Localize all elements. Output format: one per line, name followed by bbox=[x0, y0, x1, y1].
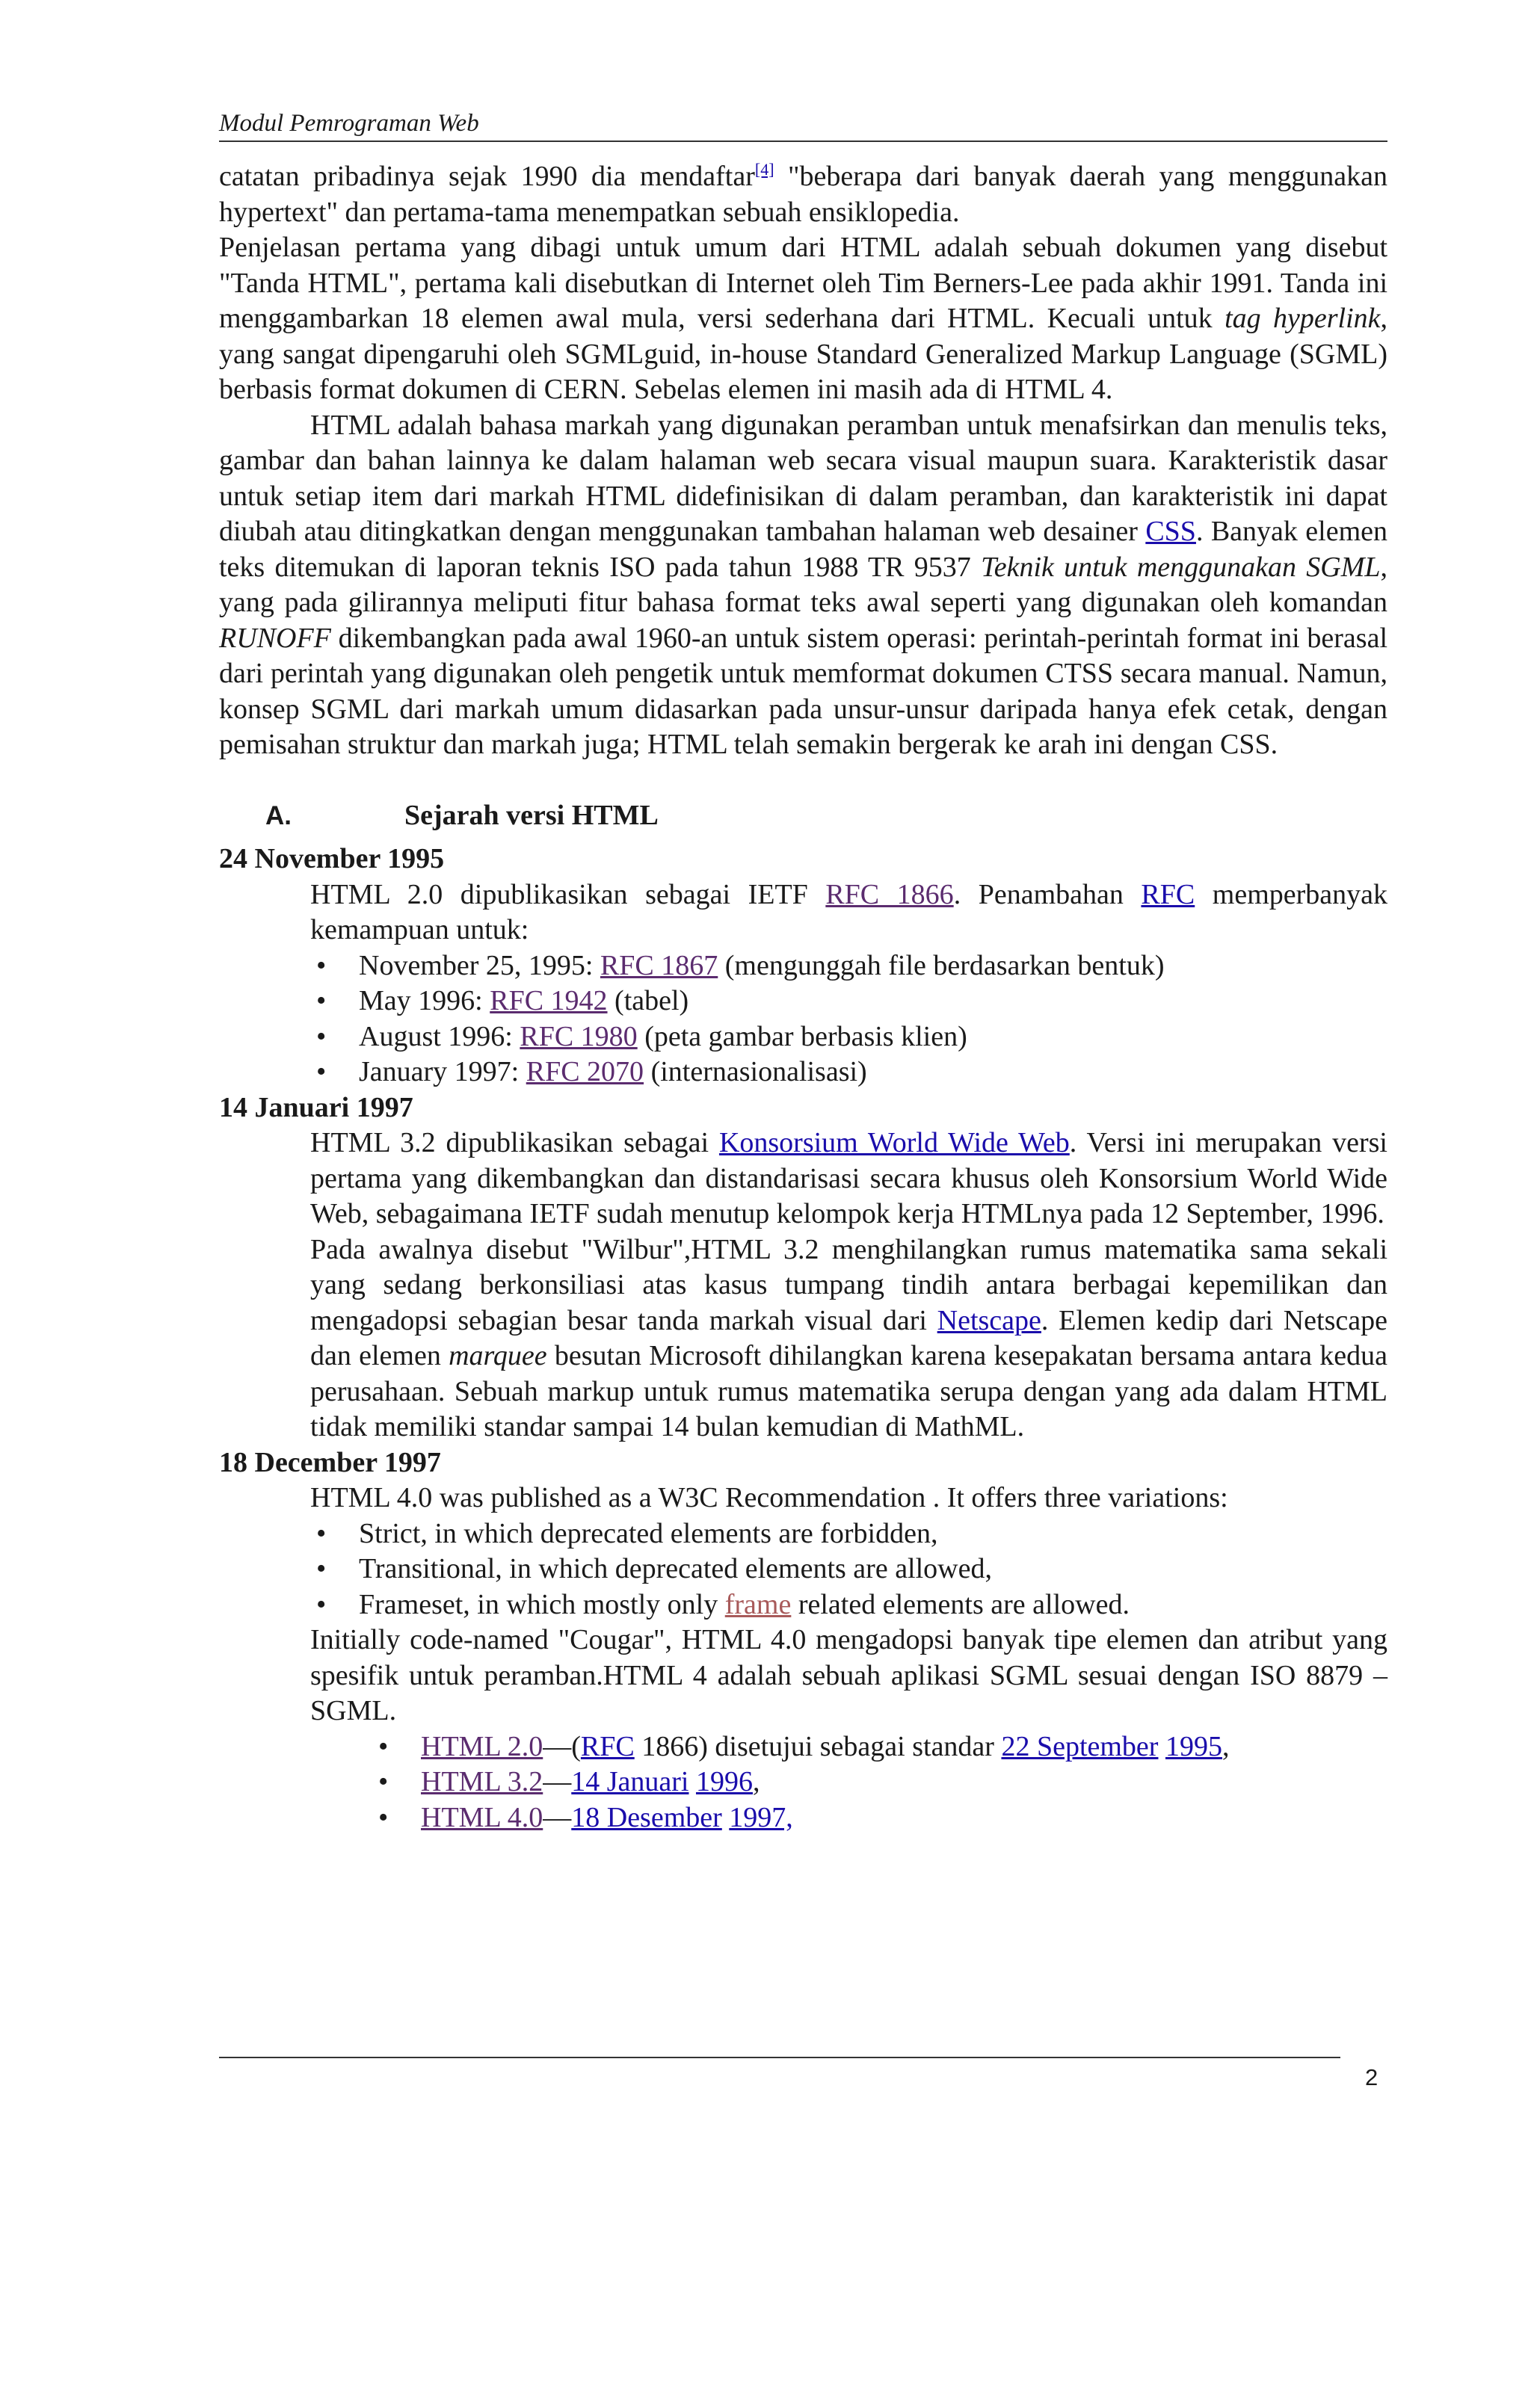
version-list bbox=[372, 1729, 1387, 1836]
date-heading-1997-dec: 18 December 1997 bbox=[219, 1446, 441, 1478]
entry-html-3-2 bbox=[310, 1126, 1387, 1445]
list-item: • HTML 3.2—14 Januari 1996, bbox=[372, 1765, 1387, 1800]
link-html-3-2[interactable]: HTML 3.2 bbox=[421, 1766, 543, 1797]
section-title: Sejarah versi HTML bbox=[404, 799, 659, 831]
link-netscape[interactable]: Netscape bbox=[937, 1304, 1041, 1336]
entry-html-2-text: HTML 2.0 dipublikasikan sebagai IETF RFC 1866. Penambahan RFC memperbanyak kemampuan untuk: bbox=[310, 878, 1388, 945]
section-heading bbox=[219, 798, 1387, 834]
link-html-2-0[interactable]: HTML 2.0 bbox=[421, 1730, 543, 1762]
link-1995[interactable]: 1995 bbox=[1165, 1730, 1222, 1762]
list-item: • Transitional, in which deprecated elements are allowed, bbox=[310, 1552, 1387, 1587]
list-item: • Frameset, in which mostly only frame related elements are allowed. bbox=[310, 1587, 1387, 1623]
link-frame[interactable]: frame bbox=[724, 1588, 792, 1620]
list-item: • HTML 2.0—(RFC 1866) disetujui sebagai standar 22 September 1995, bbox=[372, 1729, 1387, 1765]
paragraph-intro-1: catatan pribadinya sejak 1990 dia mendaftar[4] "beberapa dari banyak daerah yang menggunakan hypertext" dan pertama-tama menempatkan sebuah ensiklopedia. bbox=[219, 160, 1387, 228]
link-rfc-1867[interactable]: RFC 1867 bbox=[600, 949, 718, 981]
link-18-desember[interactable]: 18 Desember bbox=[571, 1801, 722, 1833]
section-letter: A. bbox=[265, 800, 292, 830]
list-item: • August 1996: RFC 1980 (peta gambar berbasis klien) bbox=[310, 1019, 1387, 1055]
link-w3c[interactable]: Konsorsium World Wide Web bbox=[718, 1127, 1070, 1158]
link-22-september[interactable]: 22 September bbox=[1001, 1730, 1159, 1762]
paragraph-intro-2: Penjelasan pertama yang dibagi untuk umum dari HTML adalah sebuah dokumen yang disebut "Tanda HTML", pertama kali disebutkan di Internet oleh Tim Berners-Lee pada akhir 1991. Tanda ini menggambarkan 18 elemen awal mula, versi sederhana dari HTML. Kecuali untuk tag hyperlink, yang sangat dipengaruhi oleh SGMLguid, in-house Standard Generalized Markup Language (SGML) berbasis format dokumen di CERN. Sebelas elemen ini masih ada di HTML 4. bbox=[219, 232, 1388, 405]
link-html-4-0[interactable]: HTML 4.0 bbox=[421, 1801, 543, 1833]
link-rfc-2070[interactable]: RFC 2070 bbox=[526, 1056, 644, 1087]
entry-html-3-2-text: HTML 3.2 dipublikasikan sebagai Konsorsium World Wide Web. Versi ini merupakan versi pertama yang dikembangkan dan distandarisasi secara khusus oleh Konsorsium World Wide Web, sebagaimana IETF sudah menutup kelompok kerja HTMLnya pada 12 September, 1996. bbox=[310, 1127, 1387, 1229]
entry-html-4-cougar: Initially code-named "Cougar", HTML 4.0 mengadopsi banyak tipe elemen dan atribut yang spesifik untuk peramban.HTML 4 adalah sebuah aplikasi SGML sesuai dengan ISO 8879 – SGML. bbox=[310, 1624, 1387, 1726]
link-14-januari[interactable]: 14 Januari bbox=[571, 1766, 689, 1797]
link-rfc-1942[interactable]: RFC 1942 bbox=[490, 985, 608, 1016]
list-item: • HTML 4.0—18 Desember 1997, bbox=[372, 1800, 1387, 1836]
link-rfc-1980[interactable]: RFC 1980 bbox=[520, 1020, 638, 1052]
footnote-ref-4[interactable]: [4] bbox=[754, 160, 774, 179]
entry-html-2 bbox=[310, 877, 1387, 1090]
page-number: 2 bbox=[1365, 2064, 1378, 2090]
running-header: Modul Pemrograman Web bbox=[219, 109, 1387, 142]
rfc-list bbox=[310, 948, 1387, 1090]
entry-html-4-intro: HTML 4.0 was published as a W3C Recommendation . It offers three variations: bbox=[310, 1482, 1228, 1513]
link-1997[interactable]: 1997, bbox=[729, 1801, 793, 1833]
variations-list bbox=[310, 1516, 1387, 1623]
list-item: • January 1997: RFC 2070 (internasionalisasi) bbox=[310, 1055, 1387, 1090]
paragraph-intro-3: HTML adalah bahasa markah yang digunakan peramban untuk menafsirkan dan menulis teks, gambar dan bahan lainnya ke dalam halaman web secara visual maupun suara. Karakteristik dasar untuk setiap item dari markah HTML didefinisikan di dalam peramban, dan karakteristik ini dapat diubah atau ditingkatkan dengan menggunakan tambahan halaman web desainer CSS. Banyak elemen teks ditemukan di laporan teknis ISO pada tahun 1988 TR 9537 Teknik untuk menggunakan SGML, yang pada gilirannya meliputi fitur bahasa format teks awal seperti yang digunakan oleh komandan RUNOFF dikembangkan pada awal 1960-an untuk sistem operasi: perintah-perintah format ini berasal dari perintah yang digunakan oleh pengetik untuk memformat dokumen CTSS secara manual. Namun, konsep SGML dari markah umum didasarkan pada unsur-unsur daripada hanya efek cetak, dengan pemisahan struktur dan markah juga; HTML telah semakin bergerak ke arah ini dengan CSS. bbox=[219, 409, 1388, 760]
footer-rule bbox=[219, 2057, 1340, 2058]
entry-html-3-2-wilbur: Pada awalnya disebut "Wilbur",HTML 3.2 menghilangkan rumus matematika sama sekali yang sedang berkonsiliasi atas kasus tumpang tindih antara berbagai kepemilikan dan mengadopsi sebagian besar tanda markah visual dari Netscape. Elemen kedip dari Netscape dan elemen marquee besutan Microsoft dihilangkan karena kesepakatan bersama antara kedua perusahaan. Sebuah markup untuk rumus matematika serupa dengan yang ada dalam HTML tidak memiliki standar sampai 14 bulan kemudian di MathML. bbox=[310, 1233, 1387, 1442]
link-1996[interactable]: 1996 bbox=[695, 1766, 753, 1797]
link-css[interactable]: CSS bbox=[1145, 516, 1196, 547]
link-rfc-1866[interactable]: RFC 1866 bbox=[825, 878, 954, 910]
link-rfc-inline[interactable]: RFC bbox=[580, 1730, 635, 1762]
link-rfc[interactable]: RFC bbox=[1141, 878, 1195, 910]
body-text bbox=[219, 159, 1387, 1836]
list-item: • November 25, 1995: RFC 1867 (mengunggah file berdasarkan bentuk) bbox=[310, 948, 1387, 984]
list-item: • May 1996: RFC 1942 (tabel) bbox=[310, 984, 1387, 1019]
list-item: • Strict, in which deprecated elements are forbidden, bbox=[310, 1516, 1387, 1552]
entry-html-4 bbox=[310, 1481, 1387, 1729]
date-heading-1997-jan: 14 Januari 1997 bbox=[219, 1091, 413, 1123]
date-heading-1995: 24 November 1995 bbox=[219, 843, 445, 874]
